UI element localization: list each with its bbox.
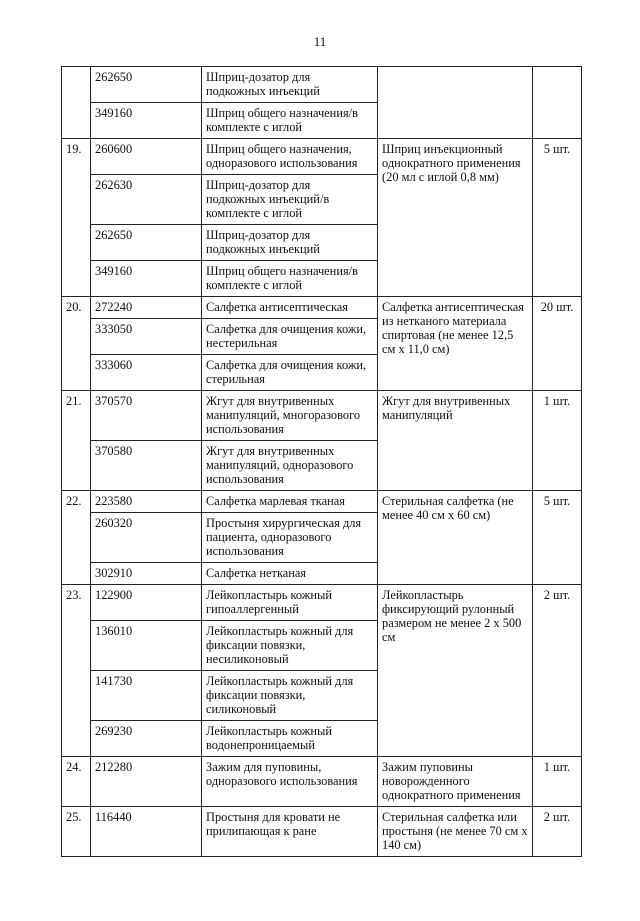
item-description: Жгут для внутривенных манипуляций xyxy=(378,391,533,491)
item-code: 370570 xyxy=(91,391,202,441)
item-code: 333060 xyxy=(91,355,202,391)
page-number: 11 xyxy=(313,34,327,49)
item-code: 262650 xyxy=(91,67,202,103)
item-number: 22. xyxy=(62,491,91,585)
item-description: Шприц инъекционный однократного применения (20 мл с иглой 0,8 мм) xyxy=(378,139,533,297)
item-code: 260320 xyxy=(91,513,202,563)
table-row xyxy=(62,757,582,807)
table-row xyxy=(62,139,582,175)
item-code: 260600 xyxy=(91,139,202,175)
item-code: 269230 xyxy=(91,721,202,757)
table-row xyxy=(62,491,582,513)
item-name: Шприц общего назначения, одноразового использования xyxy=(202,139,378,175)
item-code: 212280 xyxy=(91,757,202,807)
item-number: 20. xyxy=(62,297,91,391)
item-code: 116440 xyxy=(91,807,202,857)
item-name: Салфетка нетканая xyxy=(202,563,378,585)
item-number: 19. xyxy=(62,139,91,297)
item-description xyxy=(378,67,533,139)
item-description: Лейкопластырь фиксирующий рулонный размером не менее 2 х 500 см xyxy=(378,585,533,757)
item-number xyxy=(62,67,91,139)
item-code: 122900 xyxy=(91,585,202,621)
item-quantity: 2 шт. xyxy=(533,585,582,757)
item-name: Шприц-дозатор для подкожных инъекций xyxy=(202,67,378,103)
table-row xyxy=(62,807,582,857)
item-description: Зажим пуповины новорожденного однократного применения xyxy=(378,757,533,807)
item-name: Шприц-дозатор для подкожных инъекций xyxy=(202,225,378,261)
item-name: Простыня хирургическая для пациента, одноразового использования xyxy=(202,513,378,563)
item-code: 370580 xyxy=(91,441,202,491)
item-description: Салфетка антисептическая из нетканого материала спиртовая (не менее 12,5 см х 11,0 см) xyxy=(378,297,533,391)
item-number: 23. xyxy=(62,585,91,757)
item-code: 302910 xyxy=(91,563,202,585)
table-row xyxy=(62,67,582,103)
item-quantity: 1 шт. xyxy=(533,757,582,807)
item-number: 21. xyxy=(62,391,91,491)
item-name: Салфетка антисептическая xyxy=(202,297,378,319)
item-code: 349160 xyxy=(91,103,202,139)
item-name: Салфетка марлевая тканая xyxy=(202,491,378,513)
item-name: Жгут для внутривенных манипуляций, многоразового использования xyxy=(202,391,378,441)
item-name: Жгут для внутривенных манипуляций, одноразового использования xyxy=(202,441,378,491)
specification-table xyxy=(61,66,582,857)
item-name: Салфетка для очищения кожи, стерильная xyxy=(202,355,378,391)
item-quantity: 5 шт. xyxy=(533,491,582,585)
table-row xyxy=(62,585,582,621)
item-name: Шприц общего назначения/в комплекте с иглой xyxy=(202,261,378,297)
item-code: 349160 xyxy=(91,261,202,297)
item-quantity xyxy=(533,67,582,139)
item-number: 25. xyxy=(62,807,91,857)
item-code: 223580 xyxy=(91,491,202,513)
item-code: 272240 xyxy=(91,297,202,319)
table-row xyxy=(62,391,582,441)
item-code: 141730 xyxy=(91,671,202,721)
item-name: Простыня для кровати не прилипающая к ране xyxy=(202,807,378,857)
item-name: Лейкопластырь кожный водонепроницаемый xyxy=(202,721,378,757)
item-code: 333050 xyxy=(91,319,202,355)
item-quantity: 5 шт. xyxy=(533,139,582,297)
item-number: 24. xyxy=(62,757,91,807)
item-quantity: 1 шт. xyxy=(533,391,582,491)
item-name: Лейкопластырь кожный гипоаллергенный xyxy=(202,585,378,621)
item-quantity: 2 шт. xyxy=(533,807,582,857)
item-name: Шприц общего назначения/в комплекте с иглой xyxy=(202,103,378,139)
item-name: Лейкопластырь кожный для фиксации повязки, силиконовый xyxy=(202,671,378,721)
item-description: Стерильная салфетка или простыня (не менее 70 см х 140 см) xyxy=(378,807,533,857)
table-row xyxy=(62,297,582,319)
item-name: Лейкопластырь кожный для фиксации повязки, несиликоновый xyxy=(202,621,378,671)
item-name: Салфетка для очищения кожи, нестерильная xyxy=(202,319,378,355)
item-name: Зажим для пуповины, одноразового использования xyxy=(202,757,378,807)
item-description: Стерильная салфетка (не менее 40 см х 60 см) xyxy=(378,491,533,585)
item-name: Шприц-дозатор для подкожных инъекций/в комплекте с иглой xyxy=(202,175,378,225)
item-quantity: 20 шт. xyxy=(533,297,582,391)
item-code: 136010 xyxy=(91,621,202,671)
item-code: 262630 xyxy=(91,175,202,225)
item-code: 262650 xyxy=(91,225,202,261)
